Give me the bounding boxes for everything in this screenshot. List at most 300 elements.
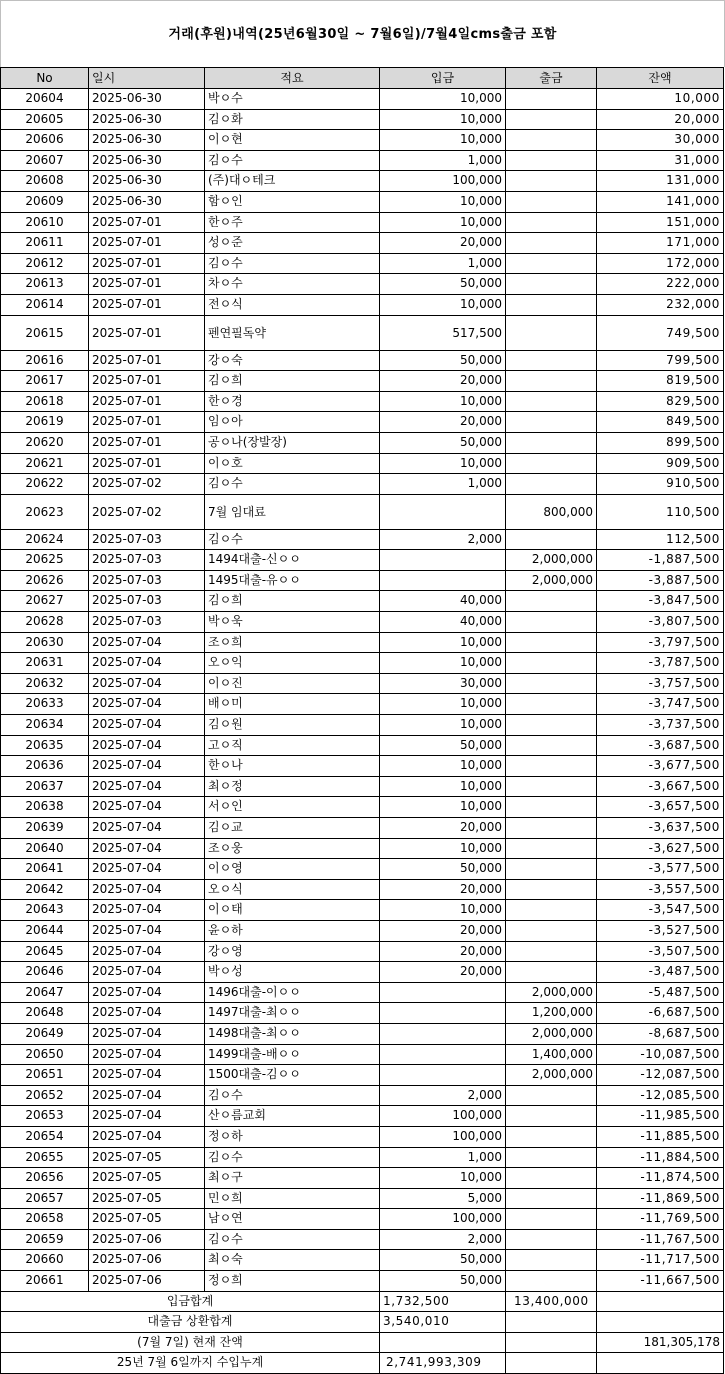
cell-deposit: [380, 1003, 506, 1024]
cell-date: 2025-07-06: [89, 1250, 205, 1271]
cell-withdrawal: [506, 315, 597, 350]
cell-desc: 정ㅇ하: [205, 1126, 380, 1147]
cell-date: 2025-07-04: [89, 879, 205, 900]
cell-date: 2025-07-04: [89, 838, 205, 859]
cell-withdrawal: [506, 233, 597, 254]
cell-date: 2025-07-04: [89, 756, 205, 777]
cell-no: 20627: [1, 591, 89, 612]
repayment-blank-1: [506, 1312, 597, 1333]
title-box: [0, 0, 725, 67]
cell-deposit: 1,000: [380, 1147, 506, 1168]
header-balance: 잔액: [597, 68, 724, 89]
current-balance-blank-2: [506, 1332, 597, 1353]
cell-desc: 조ㅇ희: [205, 632, 380, 653]
cell-desc: 강ㅇ숙: [205, 350, 380, 371]
cell-no: 20649: [1, 1023, 89, 1044]
cell-balance: -6,687,500: [597, 1003, 724, 1024]
cell-balance: 899,500: [597, 432, 724, 453]
table-row: [1, 474, 724, 495]
cell-date: 2025-07-04: [89, 982, 205, 1003]
table-row: [1, 1229, 724, 1250]
cell-desc: 김ㅇ수: [205, 1085, 380, 1106]
cell-withdrawal: 1,200,000: [506, 1003, 597, 1024]
cell-deposit: 100,000: [380, 171, 506, 192]
cell-desc: 고ㅇ직: [205, 735, 380, 756]
cell-balance: 112,500: [597, 529, 724, 550]
cell-deposit: 20,000: [380, 879, 506, 900]
table-row: [1, 274, 724, 295]
cell-no: 20624: [1, 529, 89, 550]
header-date: 일시: [89, 68, 205, 89]
cell-desc: 김ㅇ수: [205, 1229, 380, 1250]
cell-deposit: [380, 494, 506, 529]
cell-balance: 222,000: [597, 274, 724, 295]
cell-balance: -11,885,500: [597, 1126, 724, 1147]
summary-section: [1, 1291, 724, 1373]
cell-deposit: [380, 1044, 506, 1065]
cell-withdrawal: [506, 294, 597, 315]
cell-balance: 909,500: [597, 453, 724, 474]
cell-desc: 7월 임대료: [205, 494, 380, 529]
cell-withdrawal: 2,000,000: [506, 1065, 597, 1086]
cell-withdrawal: [506, 150, 597, 171]
cell-deposit: 50,000: [380, 1250, 506, 1271]
cell-balance: -12,085,500: [597, 1085, 724, 1106]
cell-balance: 910,500: [597, 474, 724, 495]
table-row: [1, 391, 724, 412]
cell-no: 20606: [1, 130, 89, 151]
table-row: [1, 350, 724, 371]
cell-date: 2025-06-30: [89, 130, 205, 151]
cell-deposit: [380, 1065, 506, 1086]
table-row: [1, 570, 724, 591]
cell-deposit: 10,000: [380, 391, 506, 412]
cell-withdrawal: [506, 1271, 597, 1292]
cell-withdrawal: [506, 1168, 597, 1189]
cell-no: 20637: [1, 776, 89, 797]
cell-date: 2025-07-03: [89, 550, 205, 571]
cell-desc: 이ㅇ진: [205, 673, 380, 694]
cell-date: 2025-07-01: [89, 412, 205, 433]
cell-date: 2025-06-30: [89, 89, 205, 110]
cell-balance: -11,985,500: [597, 1106, 724, 1127]
cell-desc: 오ㅇ식: [205, 879, 380, 900]
cell-balance: 232,000: [597, 294, 724, 315]
cell-no: 20631: [1, 653, 89, 674]
cell-withdrawal: [506, 818, 597, 839]
cell-no: 20656: [1, 1168, 89, 1189]
cell-withdrawal: [506, 474, 597, 495]
cell-no: 20646: [1, 962, 89, 983]
cell-withdrawal: [506, 253, 597, 274]
cell-withdrawal: [506, 920, 597, 941]
table-row: [1, 1126, 724, 1147]
table-row: [1, 982, 724, 1003]
table-row: [1, 1271, 724, 1292]
cell-deposit: 10,000: [380, 756, 506, 777]
cell-no: 20636: [1, 756, 89, 777]
cell-no: 20655: [1, 1147, 89, 1168]
cell-date: 2025-07-05: [89, 1147, 205, 1168]
cell-no: 20652: [1, 1085, 89, 1106]
cell-desc: 1497대출-최ㅇㅇ: [205, 1003, 380, 1024]
cell-withdrawal: [506, 1209, 597, 1230]
cell-desc: 이ㅇ현: [205, 130, 380, 151]
cell-balance: 110,500: [597, 494, 724, 529]
cell-withdrawal: [506, 274, 597, 295]
table-row: [1, 253, 724, 274]
cell-desc: 산ㅇ름교회: [205, 1106, 380, 1127]
table-row: [1, 1188, 724, 1209]
cell-withdrawal: [506, 130, 597, 151]
cell-balance: -3,637,500: [597, 818, 724, 839]
cell-date: 2025-07-01: [89, 391, 205, 412]
cell-date: 2025-06-30: [89, 191, 205, 212]
cell-withdrawal: [506, 89, 597, 110]
cell-deposit: 20,000: [380, 818, 506, 839]
cell-date: 2025-07-04: [89, 941, 205, 962]
cell-desc: 1499대출-배ㅇㅇ: [205, 1044, 380, 1065]
cell-withdrawal: [506, 109, 597, 130]
cell-balance: 849,500: [597, 412, 724, 433]
cell-no: 20610: [1, 212, 89, 233]
cell-no: 20641: [1, 859, 89, 880]
cell-deposit: 10,000: [380, 89, 506, 110]
table-row: [1, 962, 724, 983]
cell-no: 20638: [1, 797, 89, 818]
header-no: No: [1, 68, 89, 89]
cell-balance: -3,687,500: [597, 735, 724, 756]
cumulative-label: 25년 7월 6일까지 수입누계: [1, 1353, 380, 1374]
cell-withdrawal: [506, 1250, 597, 1271]
table-row: [1, 1209, 724, 1230]
cell-deposit: 50,000: [380, 350, 506, 371]
cell-desc: 1500대출-김ㅇㅇ: [205, 1065, 380, 1086]
cell-no: 20651: [1, 1065, 89, 1086]
cell-deposit: 10,000: [380, 130, 506, 151]
cell-date: 2025-07-04: [89, 859, 205, 880]
cell-no: 20660: [1, 1250, 89, 1271]
cell-desc: 김ㅇ수: [205, 253, 380, 274]
cell-no: 20648: [1, 1003, 89, 1024]
cell-withdrawal: [506, 432, 597, 453]
cell-desc: 김ㅇ수: [205, 150, 380, 171]
table-row: [1, 1023, 724, 1044]
cell-deposit: 10,000: [380, 453, 506, 474]
cell-withdrawal: [506, 1229, 597, 1250]
cell-date: 2025-07-01: [89, 453, 205, 474]
cumulative-blank-1: [506, 1353, 597, 1374]
cell-no: 20613: [1, 274, 89, 295]
cell-deposit: 10,000: [380, 838, 506, 859]
cell-desc: 김ㅇ수: [205, 1147, 380, 1168]
cell-deposit: 10,000: [380, 715, 506, 736]
cell-balance: 20,000: [597, 109, 724, 130]
cell-desc: 이ㅇ호: [205, 453, 380, 474]
cell-desc: 한ㅇ경: [205, 391, 380, 412]
cell-deposit: [380, 550, 506, 571]
table-row: [1, 315, 724, 350]
cell-withdrawal: [506, 391, 597, 412]
cell-withdrawal: [506, 171, 597, 192]
table-row: [1, 673, 724, 694]
cell-no: 20645: [1, 941, 89, 962]
cell-balance: 141,000: [597, 191, 724, 212]
cell-balance: -3,547,500: [597, 900, 724, 921]
cell-balance: -3,557,500: [597, 879, 724, 900]
cell-withdrawal: [506, 529, 597, 550]
cell-deposit: 10,000: [380, 109, 506, 130]
repayment-label: 대출금 상환합계: [1, 1312, 380, 1333]
table-row: [1, 1085, 724, 1106]
cell-no: 20619: [1, 412, 89, 433]
cell-date: 2025-07-04: [89, 735, 205, 756]
cell-date: 2025-07-04: [89, 1106, 205, 1127]
table-row: [1, 550, 724, 571]
cell-desc: 남ㅇ연: [205, 1209, 380, 1230]
cell-date: 2025-06-30: [89, 171, 205, 192]
header-in: 입금: [380, 68, 506, 89]
cell-no: 20615: [1, 315, 89, 350]
withdraw-total-value: 13,400,000: [506, 1291, 597, 1312]
cell-withdrawal: 2,000,000: [506, 570, 597, 591]
cell-no: 20617: [1, 371, 89, 392]
cell-no: 20623: [1, 494, 89, 529]
table-row: [1, 818, 724, 839]
cell-desc: 한ㅇ주: [205, 212, 380, 233]
cell-balance: -1,887,500: [597, 550, 724, 571]
cell-desc: 1495대출-유ㅇㅇ: [205, 570, 380, 591]
cell-deposit: 50,000: [380, 432, 506, 453]
cell-no: 20639: [1, 818, 89, 839]
table-row: [1, 432, 724, 453]
header-desc: 적요: [205, 68, 380, 89]
current-balance-label: (7월 7일) 현재 잔액: [1, 1332, 380, 1353]
table-row: [1, 900, 724, 921]
cell-withdrawal: [506, 838, 597, 859]
table-row: [1, 294, 724, 315]
cell-no: 20621: [1, 453, 89, 474]
cell-desc: 정ㅇ희: [205, 1271, 380, 1292]
cell-withdrawal: [506, 859, 597, 880]
cell-date: 2025-07-01: [89, 315, 205, 350]
cell-desc: 김ㅇ희: [205, 371, 380, 392]
cell-no: 20644: [1, 920, 89, 941]
cell-no: 20618: [1, 391, 89, 412]
table-row: [1, 941, 724, 962]
cell-withdrawal: [506, 1085, 597, 1106]
cell-withdrawal: [506, 673, 597, 694]
cell-no: 20608: [1, 171, 89, 192]
table-row: [1, 150, 724, 171]
cell-balance: -3,627,500: [597, 838, 724, 859]
cell-withdrawal: [506, 900, 597, 921]
cell-deposit: 10,000: [380, 1168, 506, 1189]
cell-balance: -3,507,500: [597, 941, 724, 962]
cell-date: 2025-07-04: [89, 1023, 205, 1044]
cell-desc: 1498대출-최ㅇㅇ: [205, 1023, 380, 1044]
cell-balance: -3,737,500: [597, 715, 724, 736]
table-row: [1, 191, 724, 212]
cell-deposit: 10,000: [380, 294, 506, 315]
cell-deposit: 1,000: [380, 253, 506, 274]
cell-deposit: 10,000: [380, 191, 506, 212]
cell-deposit: 20,000: [380, 941, 506, 962]
cell-date: 2025-07-04: [89, 776, 205, 797]
table-row: [1, 859, 724, 880]
cell-balance: 172,000: [597, 253, 724, 274]
cell-deposit: 100,000: [380, 1209, 506, 1230]
cell-balance: -3,667,500: [597, 776, 724, 797]
cell-deposit: 20,000: [380, 412, 506, 433]
cell-no: 20661: [1, 1271, 89, 1292]
cell-desc: 한ㅇ나: [205, 756, 380, 777]
cell-date: 2025-07-04: [89, 653, 205, 674]
cell-desc: 최ㅇ구: [205, 1168, 380, 1189]
cell-desc: 공ㅇ나(장발장): [205, 432, 380, 453]
cell-deposit: 40,000: [380, 591, 506, 612]
cell-date: 2025-07-01: [89, 212, 205, 233]
cell-withdrawal: [506, 941, 597, 962]
table-row: [1, 735, 724, 756]
table-row: [1, 838, 724, 859]
cell-date: 2025-07-03: [89, 612, 205, 633]
cell-withdrawal: [506, 653, 597, 674]
cell-no: 20640: [1, 838, 89, 859]
cell-no: 20622: [1, 474, 89, 495]
cell-withdrawal: [506, 776, 597, 797]
cell-balance: -3,807,500: [597, 612, 724, 633]
cell-withdrawal: [506, 735, 597, 756]
cell-desc: 김ㅇ원: [205, 715, 380, 736]
cell-balance: -10,087,500: [597, 1044, 724, 1065]
cell-date: 2025-07-01: [89, 253, 205, 274]
cell-date: 2025-07-04: [89, 1044, 205, 1065]
cell-deposit: 10,000: [380, 632, 506, 653]
cell-withdrawal: [506, 1106, 597, 1127]
header-out: 출금: [506, 68, 597, 89]
cell-desc: 김ㅇ교: [205, 818, 380, 839]
table-row: [1, 233, 724, 254]
cell-balance: -11,874,500: [597, 1168, 724, 1189]
cell-date: 2025-07-05: [89, 1188, 205, 1209]
cell-withdrawal: [506, 350, 597, 371]
cell-balance: -3,747,500: [597, 694, 724, 715]
cell-withdrawal: [506, 453, 597, 474]
cell-deposit: 517,500: [380, 315, 506, 350]
cell-withdrawal: [506, 412, 597, 433]
table-row: [1, 1168, 724, 1189]
table-row: [1, 591, 724, 612]
cell-desc: 성ㅇ준: [205, 233, 380, 254]
cell-date: 2025-07-04: [89, 920, 205, 941]
cell-deposit: 1,000: [380, 474, 506, 495]
table-row: [1, 109, 724, 130]
table-row: [1, 1147, 724, 1168]
cell-desc: 박ㅇ수: [205, 89, 380, 110]
table-row: [1, 756, 724, 777]
table-row: [1, 632, 724, 653]
cell-deposit: 10,000: [380, 212, 506, 233]
cell-date: 2025-07-01: [89, 274, 205, 295]
cell-desc: 조ㅇ웅: [205, 838, 380, 859]
cell-date: 2025-07-04: [89, 1003, 205, 1024]
cell-no: 20632: [1, 673, 89, 694]
cell-no: 20612: [1, 253, 89, 274]
ledger-table: [0, 67, 724, 1374]
deposit-total-label: 입금합계: [1, 1291, 380, 1312]
cell-balance: 819,500: [597, 371, 724, 392]
cell-date: 2025-07-04: [89, 962, 205, 983]
repayment-row: [1, 1312, 724, 1333]
cell-deposit: 10,000: [380, 653, 506, 674]
cell-balance: -3,887,500: [597, 570, 724, 591]
cell-date: 2025-07-02: [89, 474, 205, 495]
repayment-value: 3,540,010: [380, 1312, 506, 1333]
cell-withdrawal: [506, 212, 597, 233]
current-balance-row: [1, 1332, 724, 1353]
cell-date: 2025-07-01: [89, 350, 205, 371]
cell-withdrawal: [506, 879, 597, 900]
table-row: [1, 494, 724, 529]
cell-deposit: 20,000: [380, 233, 506, 254]
cell-balance: 31,000: [597, 150, 724, 171]
cell-date: 2025-07-06: [89, 1229, 205, 1250]
cell-balance: 171,000: [597, 233, 724, 254]
cell-date: 2025-07-04: [89, 673, 205, 694]
header-row: [1, 68, 724, 89]
cell-desc: 오ㅇ익: [205, 653, 380, 674]
cell-desc: 최ㅇ정: [205, 776, 380, 797]
cell-balance: -11,667,500: [597, 1271, 724, 1292]
cell-balance: -11,869,500: [597, 1188, 724, 1209]
cell-balance: 30,000: [597, 130, 724, 151]
table-row: [1, 653, 724, 674]
cell-no: 20620: [1, 432, 89, 453]
cell-deposit: 100,000: [380, 1126, 506, 1147]
cell-no: 20604: [1, 89, 89, 110]
cell-date: 2025-07-04: [89, 1085, 205, 1106]
cell-no: 20630: [1, 632, 89, 653]
cell-balance: 749,500: [597, 315, 724, 350]
table-row: [1, 797, 724, 818]
cell-balance: -11,884,500: [597, 1147, 724, 1168]
cell-withdrawal: [506, 1147, 597, 1168]
cell-desc: (주)대ㅇ테크: [205, 171, 380, 192]
cell-balance: -11,769,500: [597, 1209, 724, 1230]
cell-date: 2025-07-04: [89, 1126, 205, 1147]
table-row: [1, 412, 724, 433]
cell-desc: 펜연필독약: [205, 315, 380, 350]
table-row: [1, 694, 724, 715]
cell-withdrawal: 1,400,000: [506, 1044, 597, 1065]
cell-date: 2025-07-05: [89, 1209, 205, 1230]
cell-balance: -3,677,500: [597, 756, 724, 777]
cell-no: 20626: [1, 570, 89, 591]
cell-desc: 이ㅇ태: [205, 900, 380, 921]
cell-deposit: 20,000: [380, 371, 506, 392]
cell-balance: -11,717,500: [597, 1250, 724, 1271]
cell-balance: 131,000: [597, 171, 724, 192]
cell-no: 20633: [1, 694, 89, 715]
table-row: [1, 1044, 724, 1065]
cell-no: 20614: [1, 294, 89, 315]
cell-desc: 김ㅇ화: [205, 109, 380, 130]
table-row: [1, 371, 724, 392]
cell-withdrawal: [506, 1126, 597, 1147]
table-row: [1, 715, 724, 736]
cell-balance: -11,767,500: [597, 1229, 724, 1250]
